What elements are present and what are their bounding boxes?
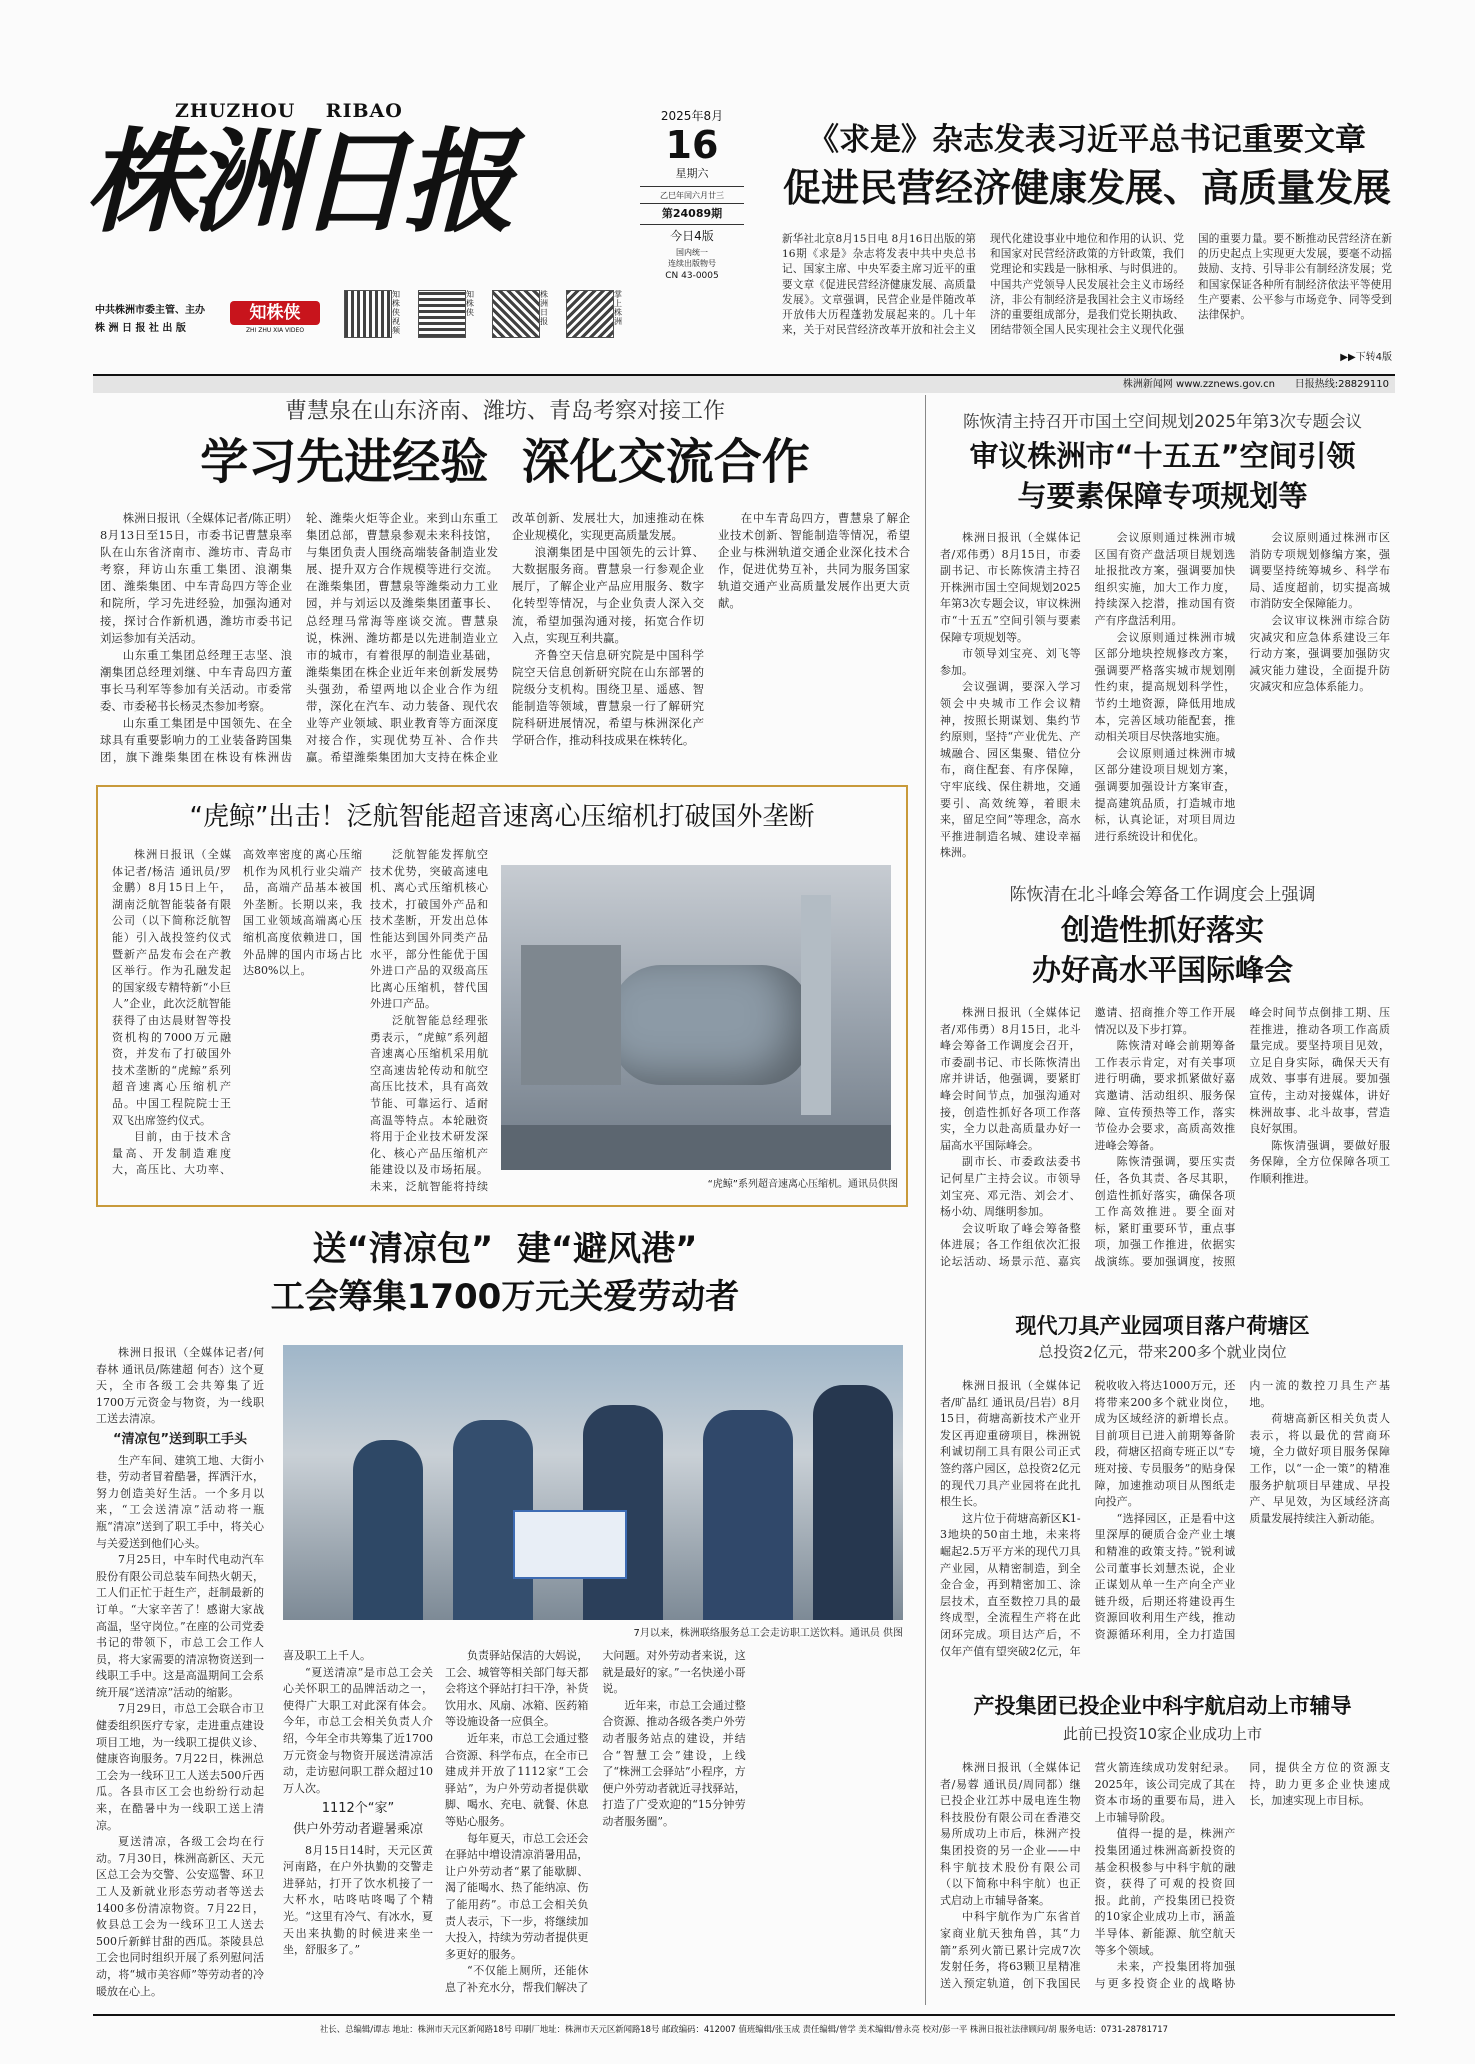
continue-link[interactable]: ▶▶下转4版	[1336, 348, 1392, 363]
app-logo-text: 知株侠	[230, 301, 320, 325]
paragraph: 陈恢清强调，要做好服务保障，全方位保障各项工作顺利推进。	[1249, 1138, 1390, 1185]
story-chen2-headline-2: 办好高水平国际峰会	[1031, 953, 1293, 987]
story-union-body-left	[96, 1345, 264, 2000]
story-chen2-headline-1: 创造性抓好落实	[1060, 913, 1264, 947]
union-photo-caption: 7月以来，株洲联络服务总工会走访职工送饮料。通讯员 供图	[633, 1628, 903, 1639]
cn-number: CN 43-0005	[665, 271, 719, 281]
story-tiger-headline: “虎鲸”出击！泛航智能超音速离心压缩机打破国外垄断	[189, 802, 815, 832]
paragraph: 会议原则通过株洲市城区国有资产盘活项目规划选址报批改方案，强调要加快组织实施，加大工作力度，持续深入挖潜，推动国有资产有序盘活利用。	[1094, 531, 1236, 627]
compressor-motor	[521, 945, 621, 1085]
paragraph: 在中车青岛四方，曹慧泉了解企业技术创新、智能制造等情况，希望企业与株洲轨道交通企业深化技术合作，促进优势互补，共同为服务国家轨道交通产业高质量发展作出更大贡献。	[718, 511, 910, 611]
hotline: 日报热线:28829110	[1294, 379, 1389, 390]
issue-number: 第24089期	[640, 203, 744, 225]
story-union-headline-1: 送“清凉包” 建“避风港”	[312, 1229, 698, 1269]
paragraph: 中科宇航作为广东省首家商业航天独角兽，其“力箭”系列火箭已累计完成7次发射任务，将63颗卫星精准送入预定轨道，创下我国民营火箭连续成功发射纪录。2025年，该公司完成了其在资本市场的重要布局，进入上市辅导阶段。	[940, 1761, 1236, 1990]
story-tiger-body-left	[112, 847, 362, 1192]
top-story-headline-1: 《求是》杂志发表习近平总书记重要文章	[808, 122, 1366, 158]
paragraph: 生产车间、建筑工地、大街小巷，劳动者冒着酷暑，挥洒汗水，努力创造美好生活。一个多月以来，“工会送清凉”活动将一瓶瓶“清凉”送到了职工手中，将关心与关爱送到他们心头。	[96, 1453, 264, 1550]
date-year-month: 2025年8月	[660, 109, 724, 123]
paragraph: 7月29日，市总工会联合市卫健委组织医疗专家，走进重点建设项目工地，为一线职工提供义诊、健康咨询服务。7月22日，株洲总工会为一线环卫工人送去500斤西瓜。各县市区工会也纷纷行动起来，在酷暑中为一线职工送上清凉。	[96, 1702, 264, 1832]
paragraph: 陈恢清强调，要压实责任，各负其责、各尽其职，创造性抓好落实，确保各项工作高效推进。要全面对标，紧盯重要环节，重点事项，加强工作推进，依据实战演练。要加强调度，按照峰会时间节点倒排工期、压茬推进，推动各项工作高质量完成。要坚持项目见效，立足自身实际，确保天天有成效、事事有进展。要加强宣传，主动对接媒体，讲好株洲故事、北斗故事，营造良好氛围。	[1094, 1006, 1390, 1268]
paragraph: 值得一提的是，株洲产投集团通过株洲高新投资的基金积极参与中科宇航的融资，获得了可观的投资回报。此前，产投集团已投资的10家企业成功上市，涵盖半导体、新能源、航空航天等多个领域。	[1094, 1827, 1236, 1957]
story-union-headline	[95, 1225, 915, 1321]
story-chen2-body	[940, 1005, 1390, 1285]
story-union-headline-2: 工会筹集1700万元关爱劳动者	[270, 1277, 740, 1317]
story-chen2-headline	[935, 910, 1390, 990]
paragraph: 荷塘高新区相关负责人表示，将以最优的营商环境，全力做好项目服务保障工作，以“一企一策”的精准服务护航项目早建成、早投产、早见效，为区域经济高质量发展持续注入新动能。	[1249, 1412, 1390, 1525]
story-chen1-headline	[935, 436, 1390, 516]
qr-code[interactable]	[492, 290, 540, 338]
app-logo	[230, 301, 320, 334]
story-invest-subhead: 此前已投资10家企业成功上市	[1062, 1725, 1263, 1743]
paragraph: “夏送清凉”是市总工会关心关怀职工的品牌活动之一，使得广大职工对此深有体会。今年，市总工会相关负责人介绍，今年全市共筹集了近1700万元资金与物资开展送清凉活动，走访慰问职工群众超过10万人次。	[283, 1665, 433, 1795]
paragraph: 喜及职工上千人。	[283, 1649, 371, 1662]
column-divider	[925, 395, 926, 2005]
paragraph: 新华社北京8月15日电 8月16日出版的第16期《求是》杂志将发表中共中央总书记、国家主席、中央军委主席习近平的重要文章《促进民营经济健康发展、高质量发展》。文章强调，民营企业是伴随改革开放伟大历程蓬勃发展起来的。几十年来，关于对民营经济改革开放和社会主义现代化建设事业中地位和作用的认识、党和国家对民营经济政策的方针政策，我们党理论和实践是一脉相承、与时俱进的。中国共产党领导人民发展社会主义市场经济，非公有制经济是我国社会主义市场经济的重要组成部分，是我们党长期执政、团结带领全国人民实现社会主义现代化强国的重要力量。要不断推动民营经济在新的历史起点上实现更大发展，要毫不动摇鼓励、支持、引导非公有制经济发展；党和国家保证各种所有制经济依法平等使用生产要素、公平参与市场竞争、同等受到法律保护。	[782, 233, 1392, 337]
paragraph: 近年来，市总工会通过整合资源、推动各级各类户外劳动者服务站点的建设，并结合“智慧工会”建设，上线了“株洲工会驿站”小程序，方便户外劳动者就近寻找驿站，打造了广受欢迎的“15分钟劳动者服务圈”。	[602, 1698, 746, 1828]
date-box	[640, 108, 744, 363]
story-invest-body	[940, 1760, 1390, 2000]
qr-label: 知株侠视频	[392, 290, 400, 335]
top-story	[782, 118, 1392, 363]
qr-label: 知株侠	[466, 290, 474, 317]
qr-code[interactable]	[418, 290, 466, 338]
lunar-date: 乙巳年闰六月廿三	[640, 186, 744, 203]
paragraph: 未来，产投集团将加强与更多投资企业的战略协同，提供全方位的资源支持，助力更多企业快速成长，加速实现上市目标。	[1094, 1761, 1390, 1990]
story-cao-body	[100, 510, 910, 770]
story-union-subhead-1: “清凉包”送到职工手头	[112, 1431, 248, 1447]
story-union-subhead-2b: 供户外劳动者避暑乘凉	[292, 1821, 423, 1837]
paragraph: 浪潮集团是中国领先的云计算、大数据服务商。曹慧泉一行参观企业展厅，了解企业产品应用服务、数字化转型等情况，与企业负责人深入交流，希望加强沟通对接，拓宽合作切入点，实现互利共赢。	[512, 545, 704, 645]
top-story-body	[782, 232, 1392, 344]
qr-row	[344, 290, 644, 350]
story-knife-body	[940, 1378, 1390, 1668]
paragraph: 8月15日14时，天元区黄河南路，在户外执勤的交警走进驿站，打开了饮水机接了一大杯水，咕咚咕咚喝了个精光。“这里有冷气、有冰水，夏天出来执勤的时候进来坐一坐，舒服多了。”	[283, 1843, 433, 1957]
cn-label: 连续出版物号	[668, 259, 716, 268]
paragraph: 会议审议株洲市综合防灾减灾和应急体系建设三年行动方案，强调要加强防灾减灾能力建设，全面提升防灾减灾和应急体系能力。	[1249, 613, 1390, 694]
paragraph: 陈恢清对峰会前期筹备工作表示肯定，对有关事项进行明确，要求抓紧做好嘉宾邀请、活动组织、服务保障、宣传预热等工作，落实节俭办会要求，高质高效推进峰会筹备。	[1094, 1039, 1236, 1152]
gift-box	[513, 1510, 627, 1579]
story-chen1-body	[940, 530, 1390, 865]
site-banner	[93, 374, 1395, 393]
paragraph: “选择园区，正是看中这里深厚的硬质合金产业土壤和精准的政策支持。”锐利诚公司董事长刘慧杰说，企业正谋划从单一生产向全产业链升级，后期还将建设再生资源回收利用生产线，推动资源循环利用，全力打造国内一流的数控刀具生产基地。	[1094, 1379, 1390, 1641]
story-chen1-headline-1: 审议株洲市“十五五”空间引领	[969, 439, 1356, 473]
story-invest-headline: 产投集团已投企业中科宇航启动上市辅导	[973, 1694, 1352, 1718]
story-tiger-box	[96, 785, 908, 1207]
worker-figure	[353, 1440, 423, 1620]
story-union-body-b	[445, 1648, 903, 2000]
cn-label: 国内统一	[676, 248, 708, 257]
worker-figure	[813, 1385, 893, 1620]
paragraph: 会议听取了峰会筹备整体进展；各工作组依次汇报论坛活动、场景示范、嘉宾邀请、招商推介等工作开展情况以及下步打算。	[940, 1006, 1236, 1268]
footer-text: 社长、总编辑/谭志 地址：株洲市天元区新闻路18号 印刷厂地址：株洲市天元区新闻路18号 邮政编码：412007 值班编辑/张玉成 责任编辑/曾学 美术编辑/曾永亮 校对/彭一平 株洲日报社法律顾问/胡 服务电话：0731-28781717	[320, 2024, 1168, 2034]
compressor-photo	[501, 865, 891, 1170]
paragraph: “不仅能上厕所，还能休息了补充水分，帮我们解决了大问题。对外劳动者来说，这就是最好的家。”一名快递小哥说。	[445, 1649, 746, 1994]
paragraph: 副市长、市委政法委书记何星广主持会议。市领导刘宝亮、邓元浩、刘会才、杨小幼、周继明参加。	[940, 1155, 1081, 1219]
qr-label: 株洲日报	[540, 290, 548, 326]
masthead-logo: 株洲日报	[85, 117, 509, 248]
story-union-body-a	[283, 1648, 433, 2000]
story-chen1-headline-2: 与要素保障专项规划等	[1017, 479, 1308, 513]
paragraph: 负责驿站保洁的大妈说，工会、城管等相关部门每天都会将这个驿站打扫干净，补货饮用水、风扇、冰箱、医药箱等设施设备一应俱全。	[445, 1649, 589, 1729]
paragraph: 会议原则通过株洲市城区部分地块控规修改方案，强调要严格落实城市规划刚性约束，提高规划科学性，节约土地资源，降低用地成本，完善区域功能配套，推动相关项目尽快落地实施。	[1094, 630, 1236, 744]
masthead-pinyin: ZHUZHOU RIBAO	[175, 100, 403, 122]
compressor-body	[611, 965, 811, 1085]
paragraph: 会议原则通过株洲市区消防专项规划修编方案，强调要坚持统筹城乡、科学布局、适度超前，切实提高城市消防安全保障能力。	[1249, 531, 1390, 611]
publisher-line: 株 洲 日 报 社 出 版	[95, 323, 186, 334]
paragraph: 株洲日报讯（全媒体记者/易蓉 通讯员/周同都）继已投企业江苏中晟电连生物科技股份有限公司在香港交易所成功上市后，株洲产投集团投资的另一企业——中科宇航技术股份有限公司（以下简称中科宇航）也正式启动上市辅导备案。	[940, 1761, 1081, 1907]
paragraph: 株洲日报讯（全媒体记者/邓伟勇）8月15日，北斗峰会筹备工作调度会召开，市委副书记、市长陈恢清出席并讲话，他强调，要紧盯峰会时间节点，加强沟通对接，创造性抓好各项工作落实，全力以赴高质量办好一届高水平国际峰会。	[940, 1006, 1081, 1152]
compressor-pipe	[801, 895, 831, 1115]
compressor-base	[501, 1125, 891, 1170]
story-cao-headline: 学习先进经验 深化交流合作	[200, 434, 810, 490]
story-cao-kicker: 曹慧泉在山东济南、潍坊、青岛考察对接工作	[284, 399, 725, 424]
paragraph: 目前，由于技术含量高、开发制造难度大，高压比、大功率、高效率密度的离心压缩机作为风机行业尖端产品，高端产品基本被国外垄断。长期以来，我国工业领域高端离心压缩机高度依赖进口，国外品牌的国内市场占比达80%以上。	[112, 848, 362, 1177]
paragraph: 泛航智能发挥航空技术优势，突破高速电机、离心式压缩机核心技术，打破国外产品和技术垄断，开发出总体性能达到国外同类产品水平，部分性能优于国外进口产品的双级高压比离心压缩机，替代国外进口产品。	[370, 848, 488, 1011]
story-chen2-kicker: 陈恢清在北斗峰会筹备工作调度会上强调	[1009, 885, 1316, 905]
story-tiger-body-right	[370, 847, 488, 1192]
date-day: 16	[665, 123, 719, 167]
union-photo	[283, 1345, 903, 1620]
paragraph: 株洲日报讯（全媒体记者/邓伟勇）8月15日，市委副书记、市长陈恢清主持召开株洲市国土空间规划2025年第3次专题会议，审议株洲市“十五五”空间引领与要素保障专项规划等。	[940, 531, 1081, 644]
paragraph: 山东重工集团总经理王志坚、浪潮集团总经理刘继、中车青岛四方董事长马利军等参加有关活动。市委常委、市委秘书长杨灵杰参加考察。	[100, 647, 292, 714]
paragraph: 每年夏天，市总工会还会在驿站中增设清凉消暑用品，让户外劳动者“累了能歇脚、渴了能喝水、热了能纳凉、伤了能用药”。市总工会相关负责人表示，下一步，将继续加大投入，持续为劳动者提供更多更好的服务。	[445, 1831, 589, 1961]
date-weekday: 星期六	[675, 167, 709, 180]
qr-label: 掌上株洲	[614, 290, 622, 326]
top-story-headline-2: 促进民营经济健康发展、高质量发展	[782, 166, 1391, 210]
compressor-photo-caption: “虎鲸”系列超音速离心压缩机。通讯员供图	[707, 1179, 898, 1190]
paragraph: 夏送清凉，各级工会均在行动。7月30日，株洲高新区、天元区总工会为交警、公安巡警、环卫工人及新就业形态劳动者等送去1400多份清凉物资。7月22日，攸县总工会为一线环卫工人送去500斤新鲜甘甜的西瓜。茶陵县总工会也同时组织开展了系列慰问活动，将“城市美容师”等劳动者的冷暖放在心上。	[96, 1835, 264, 1998]
story-chen1-kicker: 陈恢清主持召开市国土空间规划2025年第3次专题会议	[963, 412, 1362, 431]
story-knife-headline: 现代刀具产业园项目落户荷塘区	[1015, 1314, 1310, 1338]
story-knife-subhead: 总投资2亿元，带来200多个就业岗位	[1038, 1343, 1287, 1361]
paragraph: 市领导刘宝亮、刘飞等参加。	[940, 647, 1081, 677]
paragraph: 株洲日报讯（全媒体记者/杨洁 通讯员/罗金鹏）8月15日上午，湖南泛航智能装备有限公司（以下简称泛航智能）引入战投签约仪式暨新产品发布会在产教区举行。作为孔融发起的国家级专精特新“小巨人”企业，此次泛航智能获得了由达晨财智等投资机构的7000万元融资，并发布了打破国外技术垄断的“虎鲸”系列超音速离心压缩机产品。中国工程院院士王双飞出席签约仪式。	[112, 848, 231, 1127]
paragraph: 近年来，市总工会通过整合资源、科学布点，在全市已建成并开放了1112家“工会驿站”，为户外劳动者提供歇脚、喝水、充电、就餐、休息等贴心服务。	[445, 1731, 589, 1828]
paragraph: 这片位于荷塘高新区K1-3地块的50亩土地，未来将崛起2.5万平方米的现代刀具产业园，从精密制造，到全金合金，再到精密加工、涂层技术，直至数控刀具的最终成型，全流程生产将在此闭环完成。项目达产后，不仅年产值有望突破2亿元，年税收收入将达1000万元，还将带来200多个就业岗位，成为区域经济的新增长点。目前项目已进入前期筹备阶段，荷塘区招商专班正以“专班对接、专员服务”的贴身保障，加速推动项目从图纸走向投产。	[940, 1379, 1236, 1658]
paragraph: 株洲日报讯（全媒体记者/何春林 通讯员/陈建超 何杏）这个夏天，全市各级工会共筹集了近1700万元资金与物资，为一线职工送去清凉。	[96, 1346, 264, 1426]
paragraph: 山东重工集团是中国领先、在全球具有重要影响力的工业装备跨国集团，旗下潍柴集团在株设有株洲齿轮、潍柴火炬等企业。来到山东重工集团总部，曹慧泉参观未来科技馆，与集团负责人围绕高端装备制造业发展、提升双方合作规模等进行交流。在潍柴集团，曹慧泉等潍柴动力工业园，并与刘运以及潍柴集团董事长、总经理马常海等座谈交流。曹慧泉说，株洲、潍坊都是以先进制造业立市的城市，有着很厚的制造业基础，潍柴集团在株企业近年来创新发展势头强劲，希望两地以企业合作为纽带，深化在汽车、动力装备、现代农业等产业领域、职业教育等方面深度对接合作，实现优势互补、合作共赢。希望潍柴集团加大支持在株企业改革创新、发展壮大，加速推动在株企业规模化，实现更高质量发展。	[100, 511, 704, 765]
paragraph: 泛航智能总经理张勇表示，“虎鲸”系列超音速离心压缩机采用航空高速齿轮传动和航空高压比技术，具有高效节能、可靠运行、适耐高温等特点。本轮融资将用于企业技术研发深化、核心产品压缩机产能建设以及市场拓展。未来，泛航智能将持续	[370, 1013, 488, 1192]
publisher	[95, 302, 245, 338]
qr-code[interactable]	[344, 290, 392, 338]
paragraph: 7月25日，中车时代电动汽车股份有限公司总装车间热火朝天，工人们正忙于赶生产，赶制最新的订单。“大家辛苦了！感谢大家战高温，坚守岗位。”在座的公司党委书记的带领下，市总工会工作人员，将大家需要的清凉物资送到一线职工手中。这是高温期间工会系统开展“送清凉”活动的缩影。	[96, 1553, 264, 1699]
page-count: 今日4版	[670, 229, 714, 243]
paragraph: 株洲日报讯（全媒体记者/旷晶红 通讯员/吕岩）8月15日，荷塘高新技术产业开发区再迎重磅项目，株洲锐利诚切削工具有限公司正式签约落户园区，总投资2亿元的现代刀具产业园将在此扎根生长。	[940, 1379, 1081, 1509]
paragraph: 会议原则通过株洲市城区部分建设项目规划方案，强调要加强设计方案审查，提高建筑品质，打造城市地标，认真论证，对项目周边进行系统设计和优化。	[1094, 746, 1236, 843]
footer	[93, 2014, 1395, 2036]
publisher-line: 中共株洲市委主管、主办	[95, 305, 205, 316]
paragraph: 株洲日报讯（全媒体记者/陈正明）8月13日至15日，市委书记曹慧泉率队在山东省济南市、潍坊市、青岛市考察，拜访山东重工集团、浪潮集团、潍柴集团、中车青岛四方等企业和院所，学习先进经验，加强沟通对接，探讨合作新机遇，潍坊市委书记刘运参加有关活动。	[100, 511, 292, 645]
paragraph: 会议强调，要深入学习领会中央城市工作会议精神，按照长期谋划、集约节约原则，坚持“产业优先、产城融合、园区集聚、错位分布，商住配套、有序保障，守牢底线、保住耕地，交通要引、高效统筹，着眼未来，留足空间”等理念，高水平推进制造名城、建设幸福株洲。	[940, 680, 1081, 860]
paragraph: 齐鲁空天信息研究院是中国科学院空天信息创新研究院在山东部署的院级分支机构。围绕卫星、遥感、智能制造等领域，曹慧泉一行了解研究院科研进展情况，希望与株洲深化产学研合作，推动科技成果在株转化。	[512, 647, 704, 748]
story-union-subhead-2: 1112个“家”	[321, 1801, 395, 1817]
app-logo-sub: ZHI ZHU XIA VIDEO	[245, 327, 305, 334]
worker-figure	[703, 1410, 793, 1620]
qr-code[interactable]	[566, 290, 614, 338]
site-url[interactable]: 株洲新闻网 www.zznews.gov.cn	[1122, 379, 1275, 390]
